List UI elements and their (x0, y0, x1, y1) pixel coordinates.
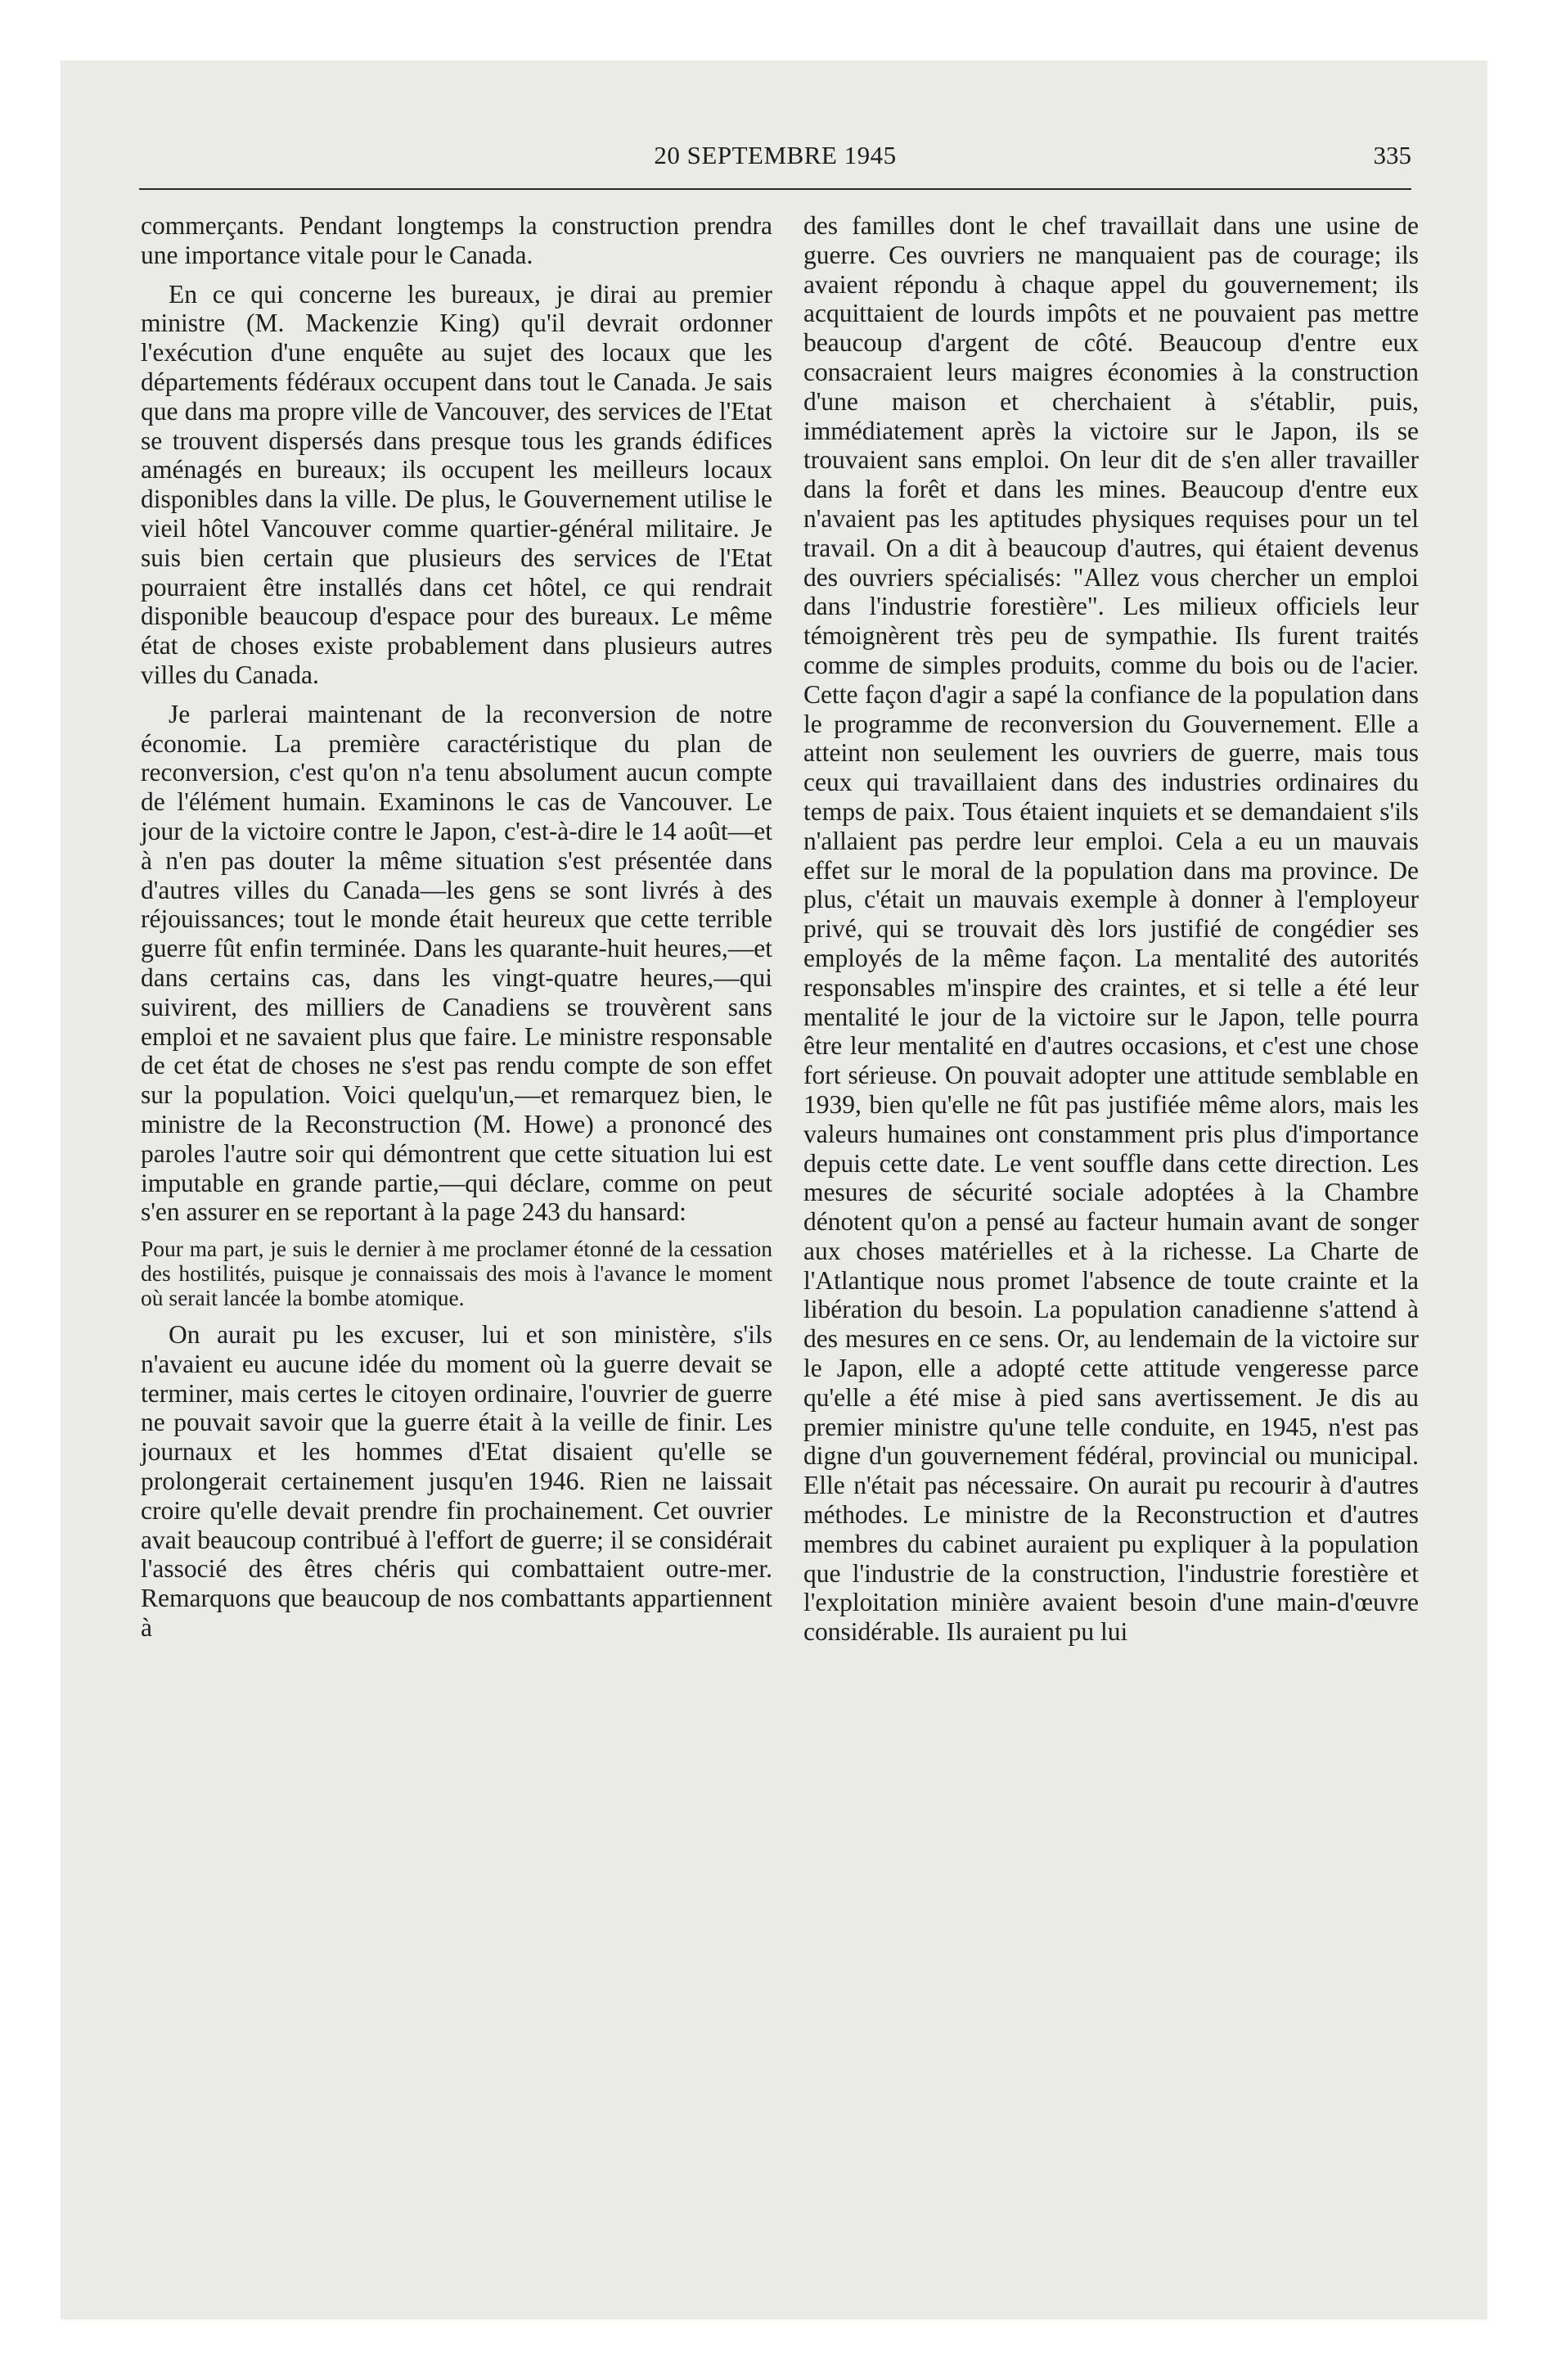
paragraph: des familles dont le chef travaillait dans une usine de guerre. Ces ouvriers ne manquaient pas de courage; ils avaient répondu à chaque appel du gouvernement; ils acquittaient de lourds impôts et ne pouvaient pas mettre beaucoup d'argent de côté. Beaucoup d'entre eux consacraient leurs maigres économies à la construction d'une maison et cherchaient à s'établir, puis, immédiatement après la victoire sur le Japon, ils se trouvaient sans emploi. On leur dit de s'en aller travailler dans la forêt et dans les mines. Beaucoup d'entre eux n'avaient pas les aptitudes physiques requises pour un tel travail. On a dit à beaucoup d'autres, qui étaient devenus des ouvriers spécialisés: "Allez vous chercher un emploi dans l'industrie forestière". Les milieux officiels leur témoignèrent très peu de sympathie. Ils furent traités comme de simples produits, comme du bois ou de l'acier. Cette façon d'agir a sapé la confiance de la population dans le programme de reconversion du Gouvernement. Elle a atteint non seulement les ouvriers de guerre, mais tous ceux qui travaillaient dans des industries ordinaires du temps de paix. Tous étaient inquiets et se demandaient s'ils n'allaient pas perdre leur emploi. Cela a eu un mauvais effet sur le moral de la population dans ma province. De plus, c'était un mauvais exemple à donner à l'employeur privé, qui se trouvait dès lors justifié de congédier ses employés de la même façon. La mentalité des autorités responsables m'inspire des craintes, et si telle a été leur mentalité le jour de la victoire sur le Japon, telle pourra être leur mentalité en d'autres occasions, et c'est une chose fort sérieuse. On pouvait adopter une attitude semblable en 1939, bien qu'elle ne fût pas justifiée même alors, mais les valeurs humaines ont constamment pris plus d'importance depuis cette date. Le vent souffle dans cette direction. Les mesures de sécurité sociale adoptées à la Chambre dénotent qu'on a pensé au facteur humain avant de songer aux choses matérielles et à la richesse. La Charte de l'Atlantique nous promet l'absence de toute crainte et la libération du besoin. La population canadienne s'attend à des mesures en ce sens. Or, au lendemain de la victoire sur le Japon, elle a adopté cette attitude vengeresse parce qu'elle a été mise à pied sans avertissement. Je dis au premier ministre qu'une telle conduite, en 1945, n'est pas digne d'un gouvernement fédéral, provincial ou municipal. Elle n'était pas nécessaire. On aurait pu recourir à d'autres méthodes. Le ministre de la Reconstruction et d'autres membres du cabinet auraient pu expliquer à la population que l'industrie de la construction, l'industrie forestière et l'exploitation minière avaient besoin d'une main-d'œuvre considérable. Ils auraient pu lui (803, 211, 1419, 1647)
block-quote: Pour ma part, je suis le dernier à me proclamer étonné de la cessation des hostilités, puisque je connaissais des mois à l'avance le moment où serait lancée la bombe atomique. (141, 1236, 772, 1311)
page-header (139, 141, 1411, 187)
paragraph: commerçants. Pendant longtemps la construction prendra une importance vitale pour le Canada. (141, 211, 772, 269)
paragraph: Je parlerai maintenant de la reconversion de notre économie. La première caractéristique du plan de reconversion, c'est qu'on n'a tenu absolument aucun compte de l'élément humain. Examinons le cas de Vancouver. Le jour de la victoire contre le Japon, c'est-à-dire le 14 août—et à n'en pas douter la même situation s'est présentée dans d'autres villes du Canada—les gens se sont livrés à des réjouissances; tout le monde était heureux que cette terrible guerre fût enfin terminée. Dans les quarante-huit heures,—et dans certains cas, dans les vingt-quatre heures,—qui suivirent, des milliers de Canadiens se trouvèrent sans emploi et ne savaient plus que faire. Le ministre responsable de cet état de choses ne s'est pas rendu compte de son effet sur la population. Voici quelqu'un,—et remarquez bien, le ministre de la Reconstruction (M. Howe) a prononcé des paroles l'autre soir qui démontrent que cette situation lui est imputable en grande partie,—qui déclare, comme on peut s'en assurer en se reportant à la page 243 du hansard: (141, 699, 772, 1227)
paragraph: En ce qui concerne les bureaux, je dirai au premier ministre (M. Mackenzie King) qu'il devrait ordonner l'exécution d'une enquête au sujet des locaux que les départements fédéraux occupent dans tout le Canada. Je sais que dans ma propre ville de Vancouver, des services de l'Etat se trouvent dispersés dans presque tous les grands édifices aménagés en bureaux; ils occupent les meilleurs locaux disponibles dans la ville. De plus, le Gouvernement utilise le vieil hôtel Vancouver comme quartier-général militaire. Je suis bien certain que plusieurs des services de l'Etat pourraient être installés dans cet hôtel, ce qui rendrait disponible beaucoup d'espace pour des bureaux. Le même état de choses existe probablement dans plusieurs autres villes du Canada. (141, 279, 772, 689)
page-number: 335 (1373, 141, 1411, 169)
header-date: 20 SEPTEMBRE 1945 (654, 141, 897, 169)
right-column (803, 211, 1419, 1657)
header-rule (139, 188, 1411, 190)
left-column (141, 211, 772, 1652)
paragraph: On aurait pu les excuser, lui et son ministère, s'ils n'avaient eu aucune idée du moment où la guerre devait se terminer, mais certes le citoyen ordinaire, l'ouvrier de guerre ne pouvait savoir que la guerre était à la veille de finir. Les journaux et les hommes d'Etat disaient qu'elle se prolongerait certainement jusqu'en 1946. Rien ne laissait croire qu'elle devait prendre fin prochainement. Cet ouvrier avait beaucoup contribué à l'effort de guerre; il se considérait l'associé des êtres chéris qui combattaient outre-mer. Remarquons que beaucoup de nos combattants appartiennent à (141, 1320, 772, 1643)
